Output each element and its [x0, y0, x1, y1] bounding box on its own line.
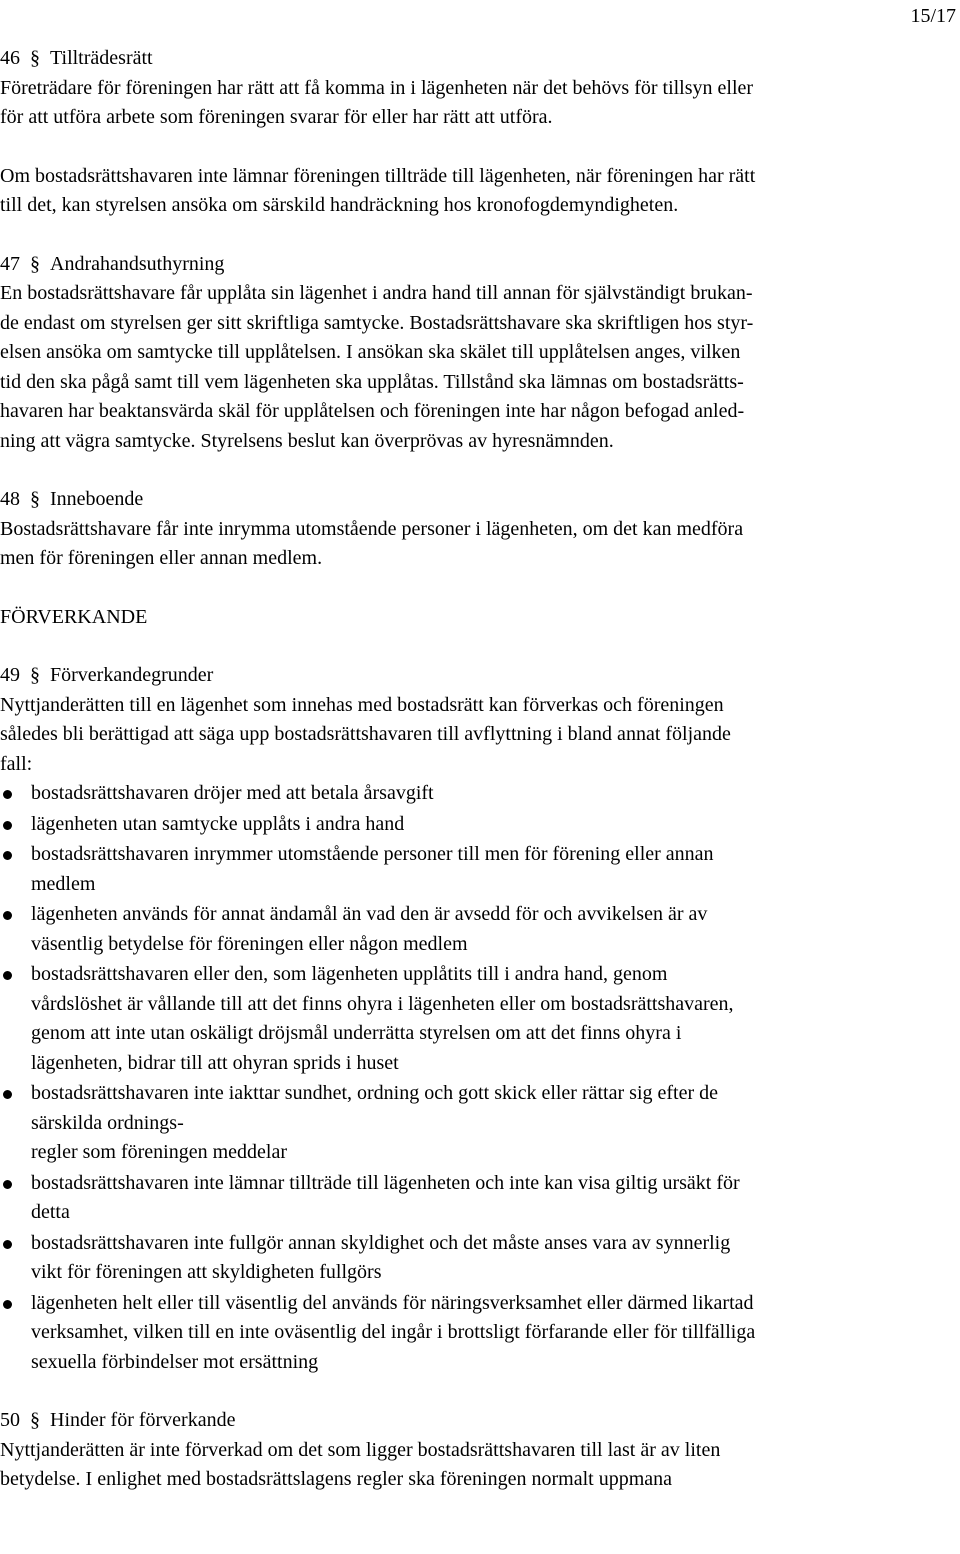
text-line: genom att inte utan oskäligt dröjsmål underrätta styrelsen om att det finns ohyra i — [31, 1022, 682, 1044]
text-line: Företrädare för föreningen har rätt att få komma in i lägenheten när det behövs för tillsyn eller — [0, 76, 754, 99]
section-number: 50 — [0, 1409, 20, 1431]
bullet-icon — [3, 1300, 12, 1309]
bullet-list — [0, 779, 958, 1377]
section-number: 47 — [0, 252, 20, 275]
text-line: En bostadsrättshavare får upplåta sin lägenhet i andra hand till annan för självständigt brukan- — [0, 282, 753, 304]
text-line: således bli berättigad att säga upp bostadsrättshavaren till avflyttning i bland annat följande — [0, 723, 731, 745]
section-heading-46 — [0, 44, 958, 74]
page-number: 15/17 — [910, 5, 956, 27]
bullet-icon — [3, 971, 12, 980]
text-line: bostadsrättshavaren inte iakttar sundhet, ordning och gott skick eller rättar sig efter de — [31, 1082, 719, 1104]
list-item — [0, 810, 958, 840]
bullet-icon — [3, 790, 12, 799]
text-line: lägenheten utan samtycke upplåts i andra hand — [31, 812, 405, 835]
text-line: elsen ansöka om samtycke till upplåtelsen. I ansökan ska skälet till upplåtelsen anges, vilken — [0, 341, 741, 363]
document-body — [0, 44, 958, 1495]
section-heading-50 — [0, 1406, 958, 1436]
text-line: men för föreningen eller annan medlem. — [0, 547, 323, 569]
section-number: 46 — [0, 47, 20, 69]
section-number: 49 — [0, 664, 20, 686]
paragraph — [0, 1436, 958, 1495]
text-line: verksamhet, vilken till en inte oväsentlig del ingår i brottsligt förfarande eller för tillfälliga — [31, 1321, 756, 1343]
text-line: detta — [31, 1201, 70, 1223]
paragraph — [0, 279, 958, 456]
text-line: bostadsrättshavaren eller den, som lägenheten upplåtits till i andra hand, genom — [31, 963, 668, 985]
text-line: fall: — [0, 752, 33, 775]
section-title: Tillträdesrätt — [50, 47, 153, 69]
text-line: de endast om styrelsen ger sitt skriftliga samtycke. Bostadsrättshavare ska skriftligen hos styr- — [0, 311, 754, 334]
text-line: lägenheten används för annat ändamål än vad den är avsedd för och avvikelsen är av — [31, 903, 708, 925]
section-title: Hinder för förverkande — [50, 1409, 236, 1431]
list-item — [0, 779, 958, 809]
section-heading-48 — [0, 485, 958, 515]
paragraph — [0, 162, 958, 221]
text-line: ning att vägra samtycke. Styrelsens beslut kan överprövas av hyresnämnden. — [0, 429, 614, 452]
paragraph — [0, 691, 958, 780]
section-symbol: § — [30, 488, 40, 510]
section-title: Inneboende — [50, 488, 144, 510]
text-line: lägenheten helt eller till väsentlig del används för näringsverksamhet eller därmed likartad — [31, 1291, 754, 1314]
text-line: väsentlig betydelse för föreningen eller någon medlem — [31, 932, 468, 955]
text-line: regler som föreningen meddelar — [31, 1141, 288, 1163]
text-line: sexuella förbindelser mot ersättning — [31, 1350, 319, 1373]
paragraph — [0, 74, 958, 133]
text-line: bostadsrättshavaren inte fullgör annan skyldighet och det måste anses vara av synnerlig — [31, 1231, 731, 1254]
section-symbol: § — [30, 252, 40, 275]
text-line: Bostadsrättshavare får inte inrymma utomstående personer i lägenheten, om det kan medföra — [0, 517, 744, 540]
paragraph — [0, 515, 958, 574]
text-line: tid den ska pågå samt till vem lägenheten ska upplåtas. Tillstånd ska lämnas om bostadsrätts- — [0, 370, 744, 393]
list-item — [0, 1079, 958, 1168]
list-item — [0, 840, 958, 899]
section-heading-49 — [0, 661, 958, 691]
section-title: Andrahandsuthyrning — [50, 252, 225, 275]
section-symbol: § — [30, 47, 40, 69]
text-line: till det, kan styrelsen ansöka om särskild handräckning hos kronofogdemyndigheten. — [0, 194, 679, 216]
bullet-icon — [3, 1180, 12, 1189]
bullet-icon — [3, 851, 12, 860]
text-line: bostadsrättshavaren inte lämnar tillträde till lägenheten och inte kan visa giltig ursäkt för — [31, 1171, 740, 1194]
text-line: för att utföra arbete som föreningen svarar för eller har rätt att utföra. — [0, 106, 553, 128]
chapter-title: FÖRVERKANDE — [0, 605, 148, 628]
text-line: särskilda ordnings- — [31, 1111, 184, 1134]
text-line: Nyttjanderätten är inte förverkad om det som ligger bostadsrättshavaren till last är av liten — [0, 1438, 721, 1461]
text-line: bostadsrättshavaren inrymmer utomstående personer till men för förening eller annan — [31, 843, 714, 865]
text-line: vikt för föreningen att skyldigheten fullgörs — [31, 1261, 382, 1283]
bullet-icon — [3, 1090, 12, 1099]
text-line: bostadsrättshavaren dröjer med att betala årsavgift — [31, 782, 434, 804]
list-item — [0, 900, 958, 959]
text-line: havaren har beaktansvärda skäl för upplåtelsen och föreningen inte har någon befogad anled- — [0, 400, 745, 422]
bullet-icon — [3, 821, 12, 830]
text-line: betydelse. I enlighet med bostadsrättslagens regler ska föreningen normalt uppmana — [0, 1468, 673, 1490]
text-line: vårdslöshet är vållande till att det finns ohyra i lägenheten eller om bostadsrättshavaren, — [31, 992, 734, 1015]
list-item — [0, 1229, 958, 1288]
section-title: Förverkandegrunder — [50, 664, 214, 686]
section-symbol: § — [30, 664, 40, 686]
section-heading-47 — [0, 250, 958, 280]
list-item — [0, 1289, 958, 1378]
section-symbol: § — [30, 1409, 40, 1431]
text-line: Nyttjanderätten till en lägenhet som innehas med bostadsrätt kan förverkas och föreningen — [0, 693, 724, 716]
text-line: Om bostadsrättshavaren inte lämnar föreningen tillträde till lägenheten, när föreningen har rätt — [0, 164, 756, 187]
list-item — [0, 1169, 958, 1228]
bullet-icon — [3, 911, 12, 920]
list-item — [0, 960, 958, 1078]
text-line: lägenheten, bidrar till att ohyran sprids i huset — [31, 1051, 399, 1074]
text-line: medlem — [31, 872, 96, 895]
section-number: 48 — [0, 488, 20, 510]
bullet-icon — [3, 1240, 12, 1249]
